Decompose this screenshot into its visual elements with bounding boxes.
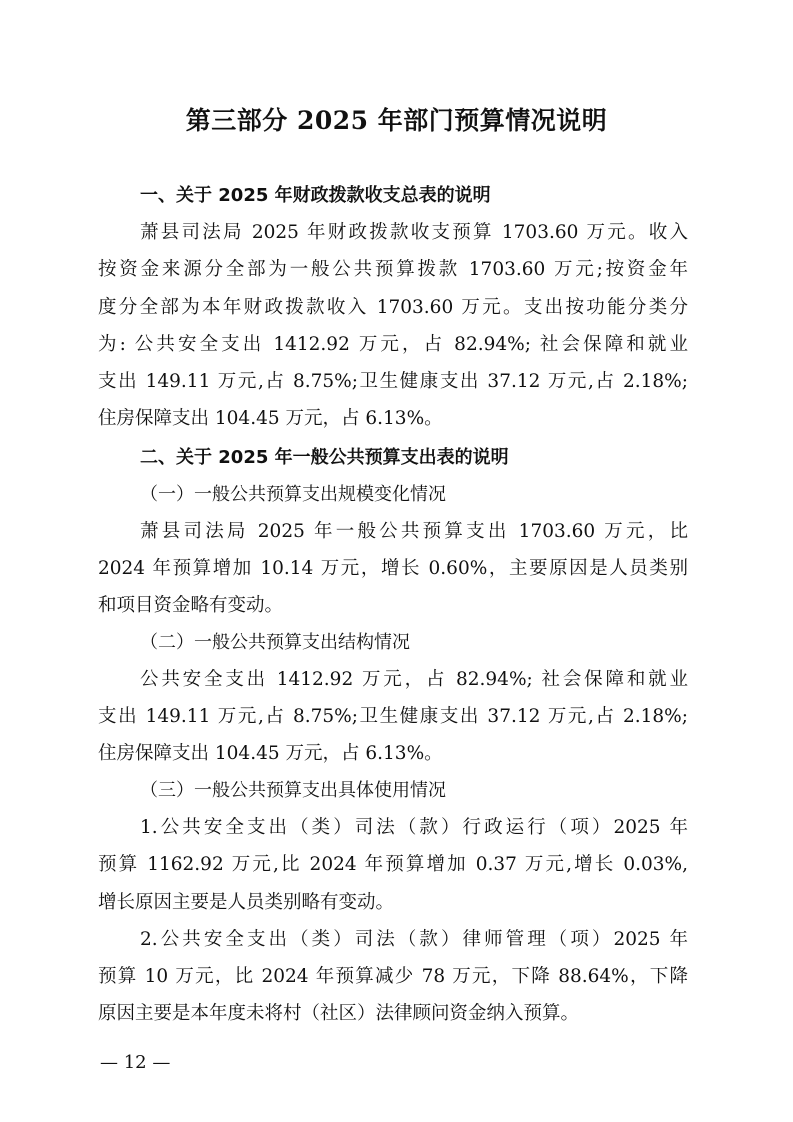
section-heading: 二、关于 2025 年一般公共预算支出表的说明 (140, 447, 509, 468)
paragraph-line: 支出 149.11 万元,占 8.75%;卫生健康支出 37.12 万元,占 2.18%; (98, 371, 688, 392)
paragraph-line: 萧县司法局 2025 年一般公共预算支出 1703.60 万元，比 (140, 521, 688, 542)
list-item-line: 1.公共安全支出（类）司法（款）行政运行（项）2025 年 (140, 817, 688, 838)
paragraph-line: 住房保障支出 104.45 万元，占 6.13%。 (98, 743, 443, 764)
paragraph-line: 住房保障支出 104.45 万元，占 6.13%。 (98, 408, 443, 429)
paragraph-line: 萧县司法局 2025 年财政拨款收支预算 1703.60 万元。收入 (140, 222, 688, 243)
paragraph-line: 支出 149.11 万元,占 8.75%;卫生健康支出 37.12 万元,占 2.18%; (98, 706, 688, 727)
paragraph-line: 按资金来源分全部为一般公共预算拨款 1703.60 万元;按资金年 (98, 259, 688, 280)
section-heading: 一、关于 2025 年财政拨款收支总表的说明 (140, 185, 491, 206)
list-item-line: 增长原因主要是人员类别略有变动。 (98, 892, 395, 913)
paragraph-line: 度分全部为本年财政拨款收入 1703.60 万元。支出按功能分类分 (98, 297, 688, 318)
paragraph-line: 2024 年预算增加 10.14 万元，增长 0.60%，主要原因是人员类别 (98, 558, 688, 579)
subsection-heading: （二）一般公共预算支出结构情况 (140, 632, 410, 653)
paragraph-line: 和项目资金略有变动。 (98, 595, 284, 616)
subsection-heading: （三）一般公共预算支出具体使用情况 (140, 780, 446, 801)
page-number: — 12 — (100, 1052, 171, 1073)
list-item-line: 原因主要是本年度未将村（社区）法律顾问资金纳入预算。 (98, 1003, 580, 1024)
subsection-heading: （一）一般公共预算支出规模变化情况 (140, 484, 446, 505)
list-item-line: 2.公共安全支出（类）司法（款）律师管理（项）2025 年 (140, 929, 688, 950)
page-title: 第三部分 2025 年部门预算情况说明 (185, 106, 608, 135)
paragraph-line: 为: 公共安全支出 1412.92 万元，占 82.94%; 社会保障和就业 (98, 334, 688, 355)
paragraph-line: 公共安全支出 1412.92 万元，占 82.94%; 社会保障和就业 (140, 669, 688, 690)
list-item-line: 预算 1162.92 万元,比 2024 年预算增加 0.37 万元,增长 0.03%, (98, 854, 688, 875)
list-item-line: 预算 10 万元，比 2024 年预算减少 78 万元，下降 88.64%，下降 (98, 966, 688, 987)
